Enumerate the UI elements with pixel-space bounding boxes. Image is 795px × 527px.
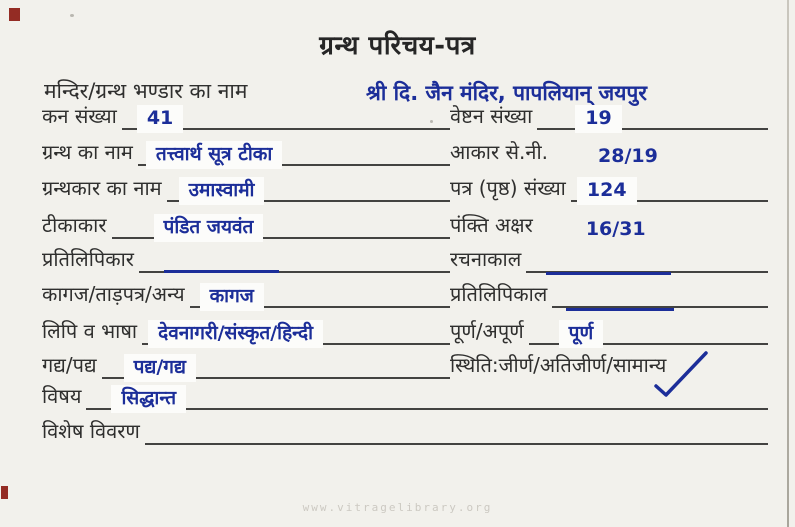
- rule-line: [190, 272, 450, 308]
- rule-line: [86, 374, 768, 410]
- field-value-author-name: उमास्वामी: [179, 177, 265, 205]
- scan-edge-shadow: [787, 0, 789, 527]
- right-field: [450, 205, 768, 239]
- right-field: [450, 168, 768, 202]
- field-value-completeness: पूर्ण: [559, 320, 604, 348]
- rule-line: [167, 166, 450, 202]
- right-field: [450, 239, 768, 273]
- scan-corner-mark: [9, 8, 20, 21]
- field-label-condition: स्थिति:जीर्ण/अतिजीर्ण/सामान्य: [450, 353, 667, 377]
- library-watermark: www.vitragelibrary.org: [302, 501, 493, 514]
- field-label-copyist: प्रतिलिपिकार: [42, 247, 134, 271]
- rule-line: [571, 166, 768, 202]
- page-title: ग्रन्थ परिचय-पत्र: [319, 31, 476, 61]
- blank-space: [538, 205, 768, 239]
- field-label-serial-number: कन संख्या: [42, 104, 117, 128]
- rule-line: [122, 94, 450, 130]
- field-value-bundle-number: 19: [575, 105, 621, 133]
- scan-speck: [70, 14, 74, 17]
- form-row: [42, 205, 768, 239]
- field-value-subject: सिद्धान्त: [111, 385, 186, 413]
- field-label-paper-palmleaf-other: कागज/ताड़पत्र/अन्य: [42, 282, 185, 306]
- rule-line: [529, 309, 768, 345]
- temple-name-value: श्री दि. जैन मंदिर, पापलियान् जयपुर: [366, 81, 647, 105]
- field-value-page-count: 124: [577, 177, 637, 205]
- field-label-book-name: ग्रन्थ का नाम: [42, 140, 133, 164]
- field-label-complete-incomplete: पूर्ण/अपूर्ण: [450, 319, 524, 343]
- rule-line: [138, 130, 450, 166]
- rule-line: [139, 237, 450, 273]
- right-field: [450, 311, 768, 345]
- field-value-serial-number: 41: [137, 105, 183, 133]
- form-row: [42, 96, 768, 130]
- rule-line: [526, 237, 768, 273]
- field-label-script-language: लिपि व भाषा: [42, 319, 138, 343]
- form-row: [42, 168, 768, 202]
- rule-line: [552, 272, 768, 308]
- field-label-commentator: टीकाकार: [42, 213, 107, 237]
- form-row: [42, 411, 768, 445]
- right-field: [450, 274, 768, 308]
- field-label-author-name: ग्रन्थकार का नाम: [42, 176, 162, 200]
- temple-name-label: मन्दिर/ग्रन्थ भण्डार का नाम: [44, 79, 248, 103]
- field-label-special-details: विशेष विवरण: [42, 419, 140, 443]
- form-row: [42, 376, 768, 410]
- field-label-subject: विषय: [42, 384, 82, 408]
- field-label-composition-date: रचनाकाल: [450, 247, 522, 271]
- field-value-lines-letters: 16/31: [585, 218, 646, 240]
- rule-line: [537, 94, 768, 130]
- field-label-page-count: पत्र (पृष्ठ) संख्या: [450, 176, 566, 200]
- rule-line: [145, 409, 768, 445]
- rule-line: [142, 309, 450, 345]
- field-value-book-name: तत्त्वार्थ सूत्र टीका: [146, 141, 282, 169]
- field-label-bundle-number: वेष्टन संख्या: [450, 104, 533, 128]
- rule-line: [112, 203, 450, 239]
- field-label-prose-verse: गद्य/पद्य: [42, 353, 97, 377]
- blank-space: [553, 132, 768, 166]
- field-label-size-cm: आकार से.नी.: [450, 140, 549, 164]
- field-label-lines-letters: पंक्ति अक्षर: [450, 213, 533, 237]
- form-row: [42, 311, 768, 345]
- scan-corner-mark: [1, 486, 8, 499]
- field-value-prose-verse: पद्य/गद्य: [124, 354, 196, 382]
- field-value-script-language: देवनागरी/संस्कृत/हिन्दी: [148, 320, 323, 348]
- form-row: [42, 239, 768, 273]
- field-value-commentator: पंडित जयवंत: [154, 214, 264, 242]
- field-label-copy-date: प्रतिलिपिकाल: [450, 282, 548, 306]
- right-field: [450, 132, 768, 166]
- field-value-size-cm: 28/19: [598, 145, 658, 167]
- form-row: [42, 274, 768, 308]
- right-field: [450, 96, 768, 130]
- form-row: [42, 132, 768, 166]
- field-value-material: कागज: [200, 283, 264, 311]
